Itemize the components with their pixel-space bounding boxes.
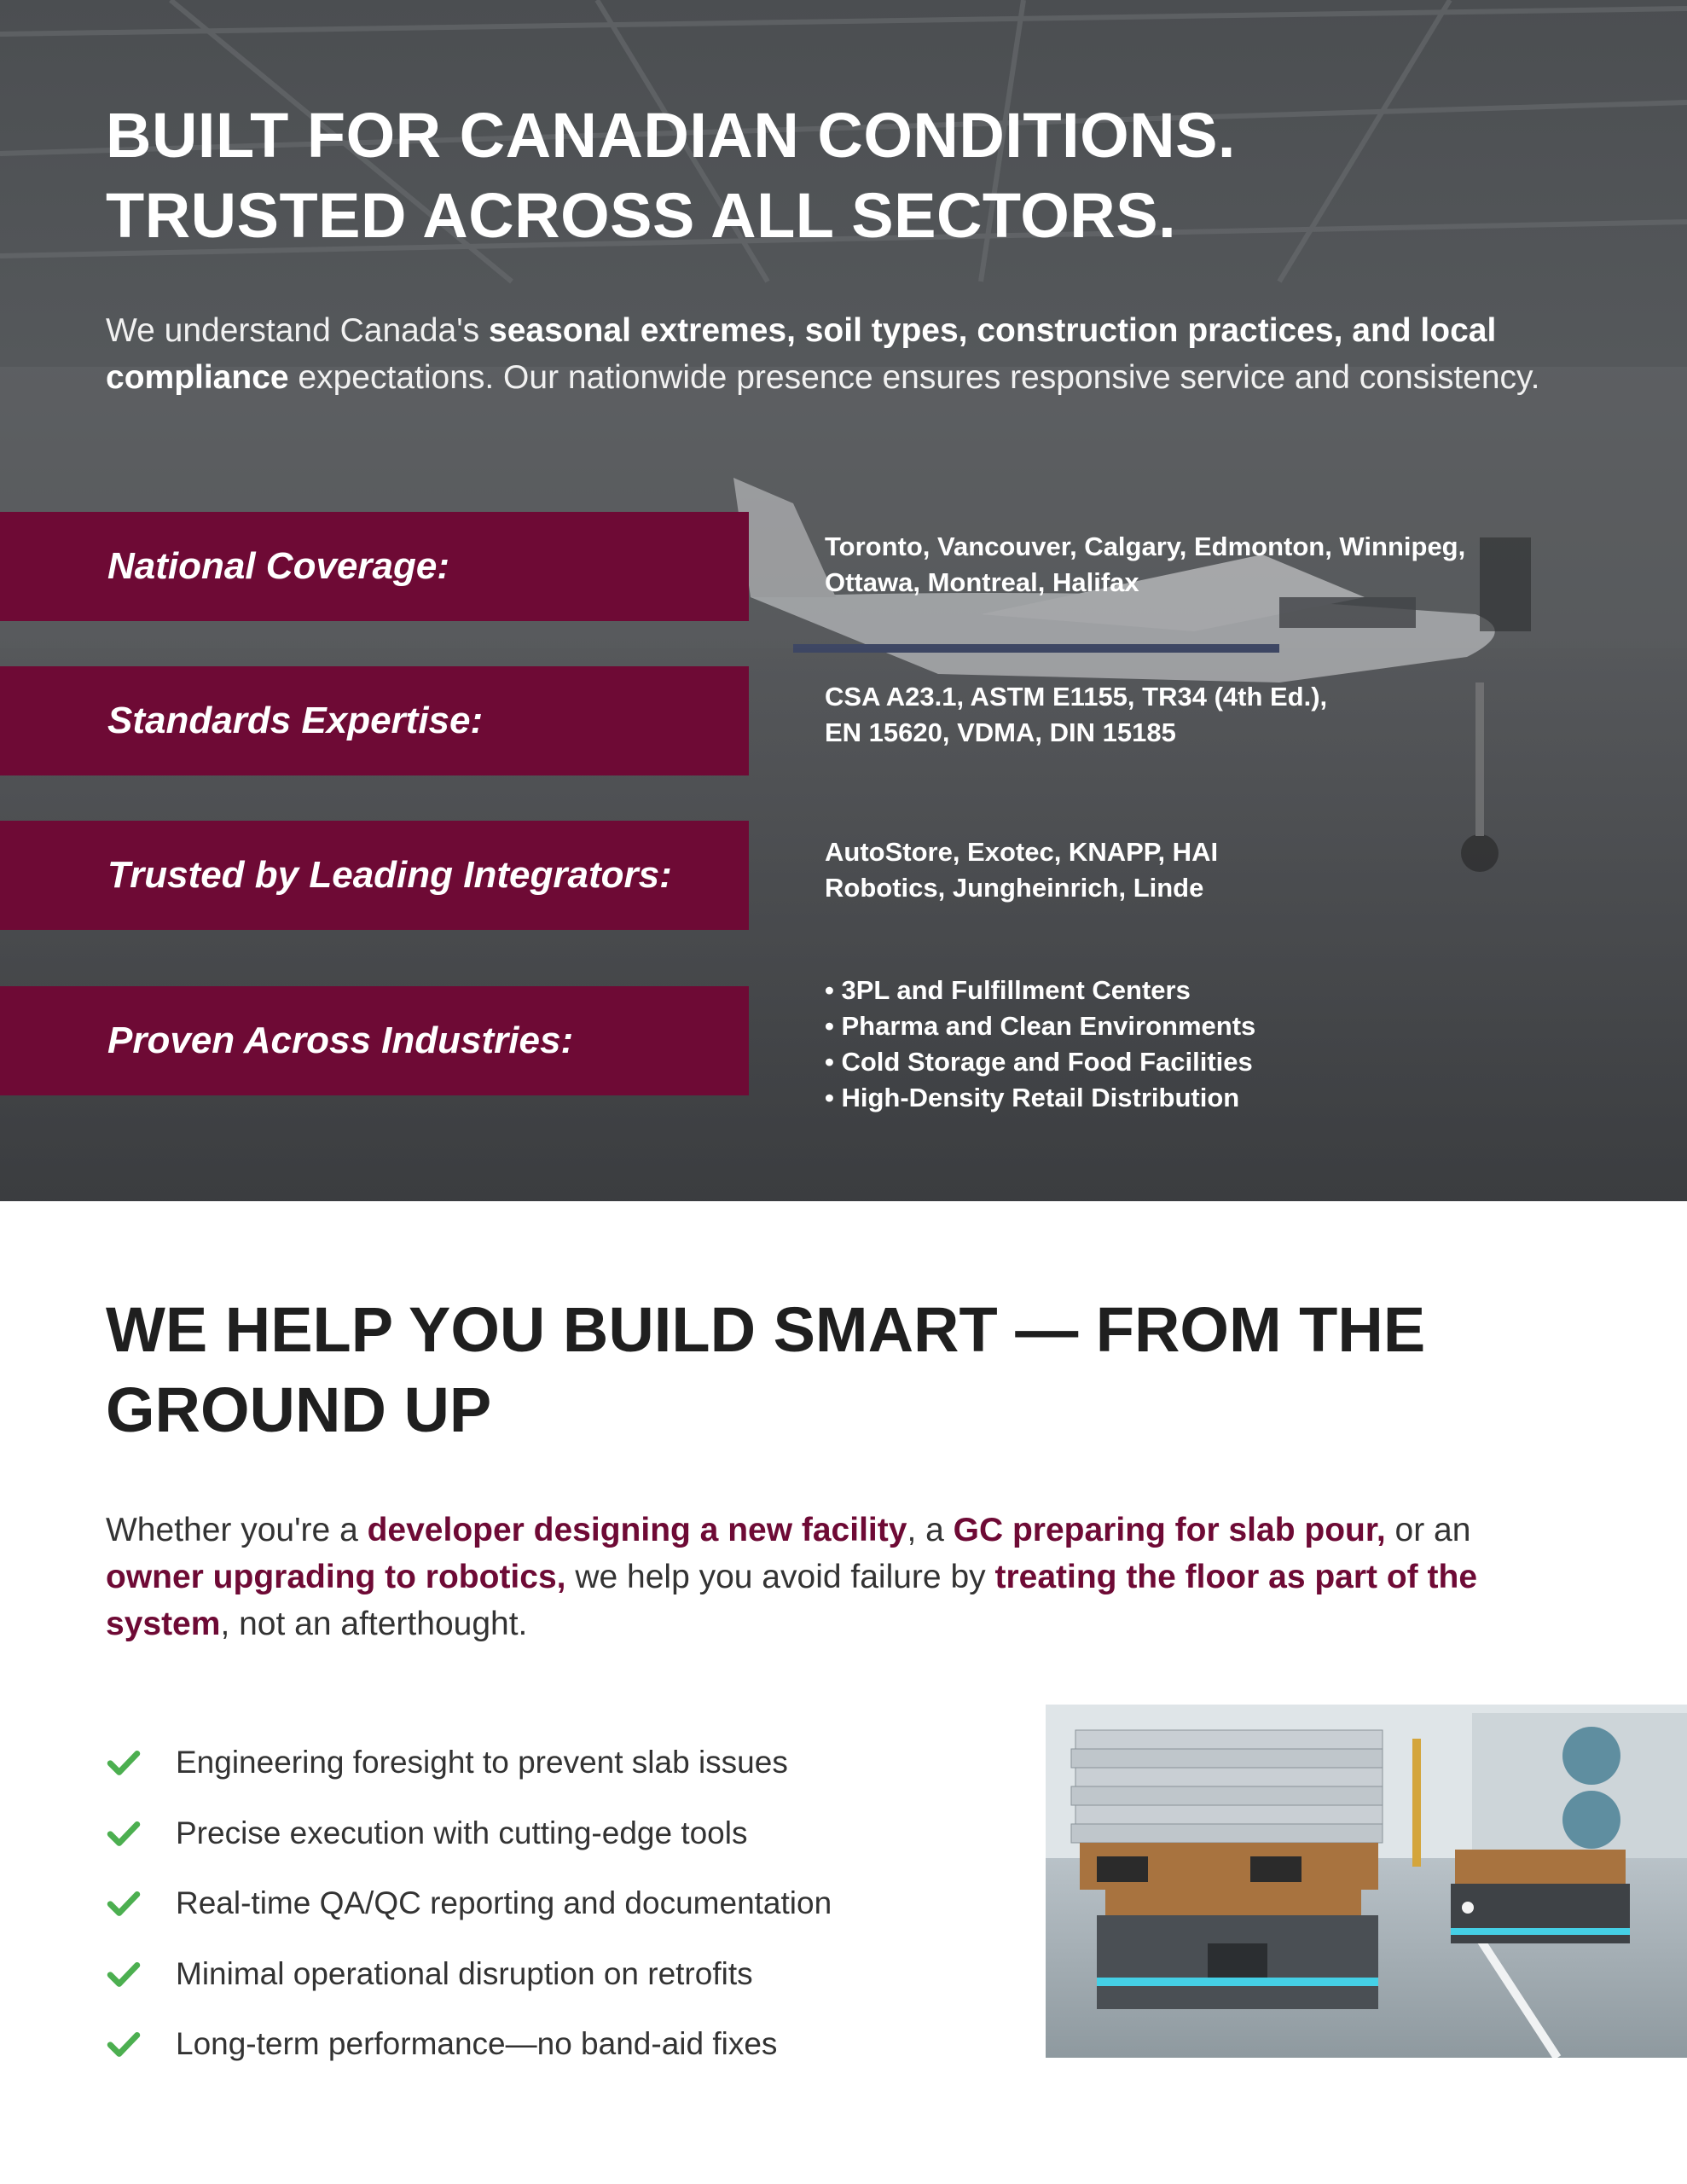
industries-label: Proven Across Industries: [0, 986, 749, 1095]
checklist-item [106, 2009, 959, 2080]
section-intro-text-2: , a [907, 1512, 954, 1548]
section-title [106, 1290, 1573, 1450]
national-coverage-line-2: Ottawa, Montreal, Halifax [825, 567, 1139, 597]
check-icon [106, 1745, 142, 1780]
benefits-checklist [106, 1728, 959, 2080]
hero-title-line-2: TRUSTED ACROSS ALL SECTORS. [106, 180, 1177, 251]
checklist-item [106, 1868, 959, 1939]
section-intro-text-1: Whether you're a [106, 1512, 368, 1548]
checklist-item [106, 1728, 959, 1798]
warehouse-robots-illustration [1046, 1705, 1687, 2058]
hero-intro [106, 307, 1607, 401]
hero-intro-bold: seasonal extremes, soil types, construction practices, and local compliance [106, 312, 1497, 396]
industries-item-1: • 3PL and Fulfillment Centers [825, 975, 1191, 1005]
hero-title [106, 96, 1556, 256]
integrators-label: Trusted by Leading Integrators: [0, 821, 749, 930]
check-icon [106, 1956, 142, 1992]
integrators-line-1: AutoStore, Exotec, KNAPP, HAI [825, 837, 1219, 867]
industries-item-4: • High-Density Retail Distribution [825, 1083, 1240, 1112]
section-intro [106, 1507, 1573, 1647]
standards-expertise-label: Standards Expertise: [0, 666, 749, 775]
section-intro-bold-4: treating the floor as part of the system [106, 1559, 1478, 1642]
checklist-item-text: Long-term performance—no band-aid fixes [176, 2026, 778, 2062]
section-title-line-1: WE HELP YOU BUILD SMART — FROM THE [106, 1294, 1426, 1365]
section-title-line-2: GROUND UP [106, 1374, 492, 1445]
section-intro-text-4: we help you avoid failure by [565, 1559, 995, 1595]
section-intro-bold-3: owner upgrading to robotics, [106, 1559, 566, 1595]
standards-expertise-line-2: EN 15620, VDMA, DIN 15185 [825, 717, 1176, 747]
standards-expertise-line-1: CSA A23.1, ASTM E1155, TR34 (4th Ed.), [825, 682, 1328, 712]
warehouse-robots-photo [1046, 1705, 1687, 2058]
checklist-item-text: Real-time QA/QC reporting and documentation [176, 1885, 832, 1921]
industries-item-3: • Cold Storage and Food Facilities [825, 1047, 1253, 1077]
section-intro-bold-2: GC preparing for slab pour, [953, 1512, 1386, 1548]
section-intro-text-3: or an [1385, 1512, 1471, 1548]
hero-intro-text-2: expectations. Our nationwide presence ensures responsive service and consistency. [288, 359, 1540, 396]
check-icon [106, 1815, 142, 1851]
national-coverage-value [825, 529, 1524, 601]
checklist-item-text: Precise execution with cutting-edge tools [176, 1815, 748, 1850]
standards-expertise-value [825, 679, 1524, 751]
hero-title-line-1: BUILT FOR CANADIAN CONDITIONS. [106, 100, 1236, 171]
section-intro-text-5: , not an afterthought. [220, 1606, 528, 1642]
check-icon [106, 2026, 142, 2062]
section-intro-bold-1: developer designing a new facility [367, 1512, 907, 1548]
checklist-item [106, 1798, 959, 1869]
checklist-item-text: Engineering foresight to prevent slab issues [176, 1745, 788, 1780]
check-icon [106, 1885, 142, 1921]
industries-value [825, 973, 1524, 1116]
hero-intro-text-1: We understand Canada's [106, 312, 490, 349]
national-coverage-line-1: Toronto, Vancouver, Calgary, Edmonton, Winnipeg, [825, 531, 1466, 561]
integrators-line-2: Robotics, Jungheinrich, Linde [825, 873, 1204, 903]
industries-item-2: • Pharma and Clean Environments [825, 1011, 1256, 1041]
integrators-value [825, 834, 1524, 906]
checklist-item [106, 1939, 959, 2010]
checklist-item-text: Minimal operational disruption on retrofits [176, 1955, 753, 1991]
national-coverage-label: National Coverage: [0, 512, 749, 621]
